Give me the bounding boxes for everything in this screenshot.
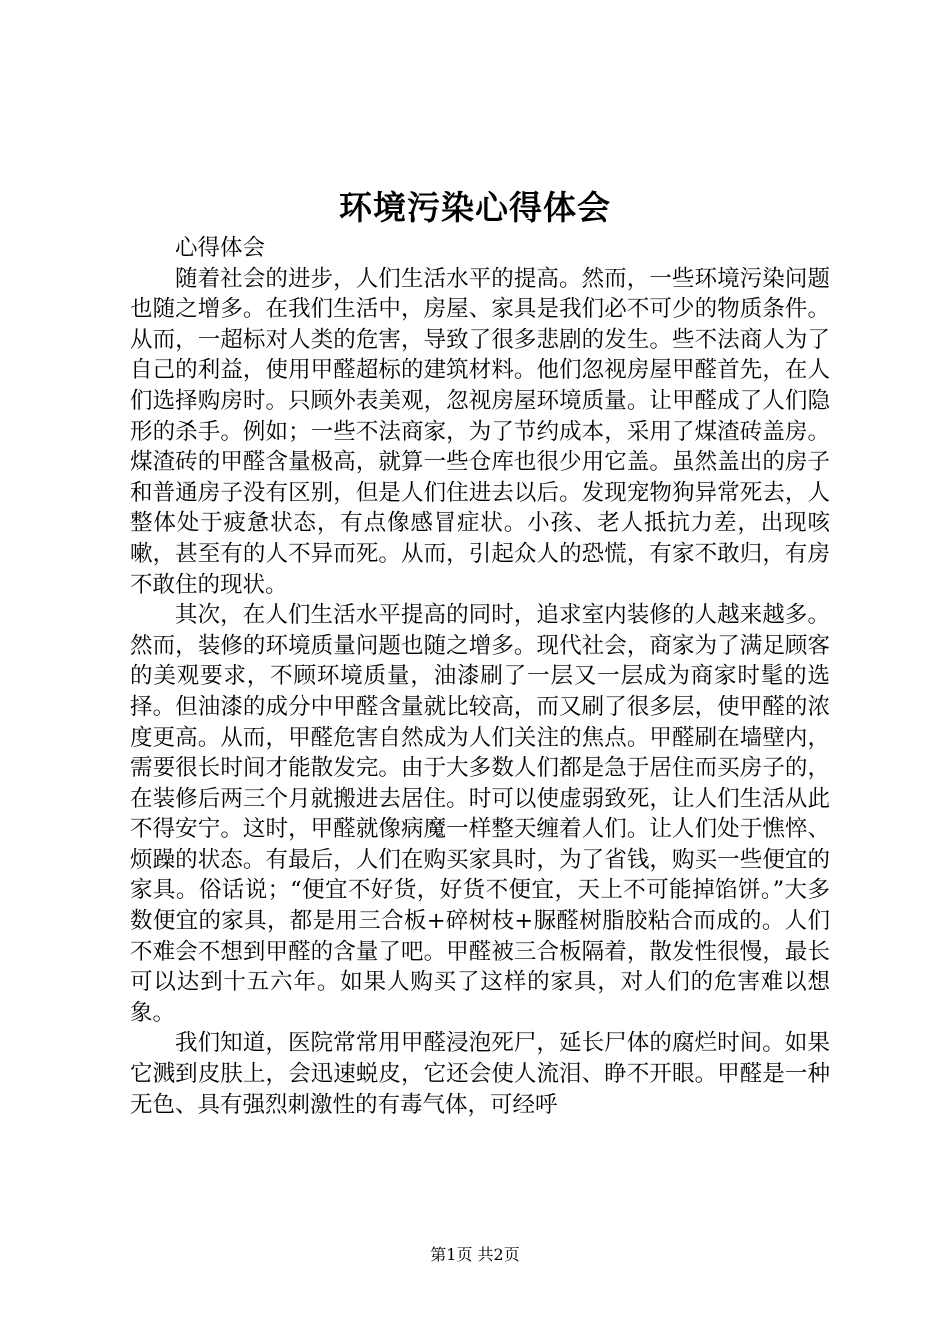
paragraph: 我们知道，医院常常用甲醛浸泡死尸，延长尸体的腐烂时间。如果它溅到皮肤上，会迅速蜕皮，它还会使人流泪、睁不开眼。甲醛是一种无色、具有强烈刺激性的有毒气体，可经呼 bbox=[130, 1030, 830, 1118]
paragraph: 随着社会的进步，人们生活水平的提高。然而，一些环境污染问题也随之增多。在我们生活中，房屋、家具是我们必不可少的物质条件。从而，一超标对人类的危害，导致了很多悲剧的发生。些不法商人为了自己的利益，使用甲醛超标的建筑材料。他们忽视房屋甲醛首先，在人们选择购房时。只顾外表美观，忽视房屋环境质量。让甲醛成了人们隐形的杀手。例如；一些不法商家，为了节约成本，采用了煤渣砖盖房。煤渣砖的甲醛含量极高，就算一些仓库也很少用它盖。虽然盖出的房子和普通房子没有区别，但是人们住进去以后。发现宠物狗异常死去，人整体处于疲惫状态，有点像感冒症状。小孩、老人抵抗力差，出现咳嗽，甚至有的人不异而死。从而，引起众人的恐慌，有家不敢归，有房不敢住的现状。 bbox=[130, 265, 830, 598]
paragraph: 其次，在人们生活水平提高的同时，追求室内装修的人越来越多。然而，装修的环境质量问题也随之增多。现代社会，商家为了满足顾客的美观要求，不顾环境质量，油漆刷了一层又一层成为商家时髦的选择。但油漆的成分中甲醛含量就比较高，而又刷了很多层，使甲醛的浓度更高。从而，甲醛危害自然成为人们关注的焦点。甲醛刷在墙壁内，需要很长时间才能散发完。由于大多数人们都是急于居住而买房子的，在装修后两三个月就搬进去居住。时可以使虚弱致死，让人们生活从此不得安宁。这时，甲醛就像病魔一样整天缠着人们。让人们处于憔悴、烦躁的状态。有最后，人们在购买家具时，为了省钱，购买一些便宜的家具。俗话说；“便宜不好货，好货不便宜，天上不可能掉馅饼。”大多数便宜的家具，都是用三合板+碎树枝+脲醛树脂胶粘合而成的。人们不难会不想到甲醛的含量了吧。甲醛被三合板隔着，散发性很慢，最长可以达到十五六年。如果人购买了这样的家具，对人们的危害难以想象。 bbox=[130, 602, 830, 1026]
page-footer: 第1页 共2页 bbox=[430, 1245, 520, 1264]
document-subtitle: 心得体会 bbox=[175, 235, 266, 261]
document-body bbox=[130, 233, 830, 1120]
document-title: 环境污染心得体会 bbox=[339, 188, 611, 227]
